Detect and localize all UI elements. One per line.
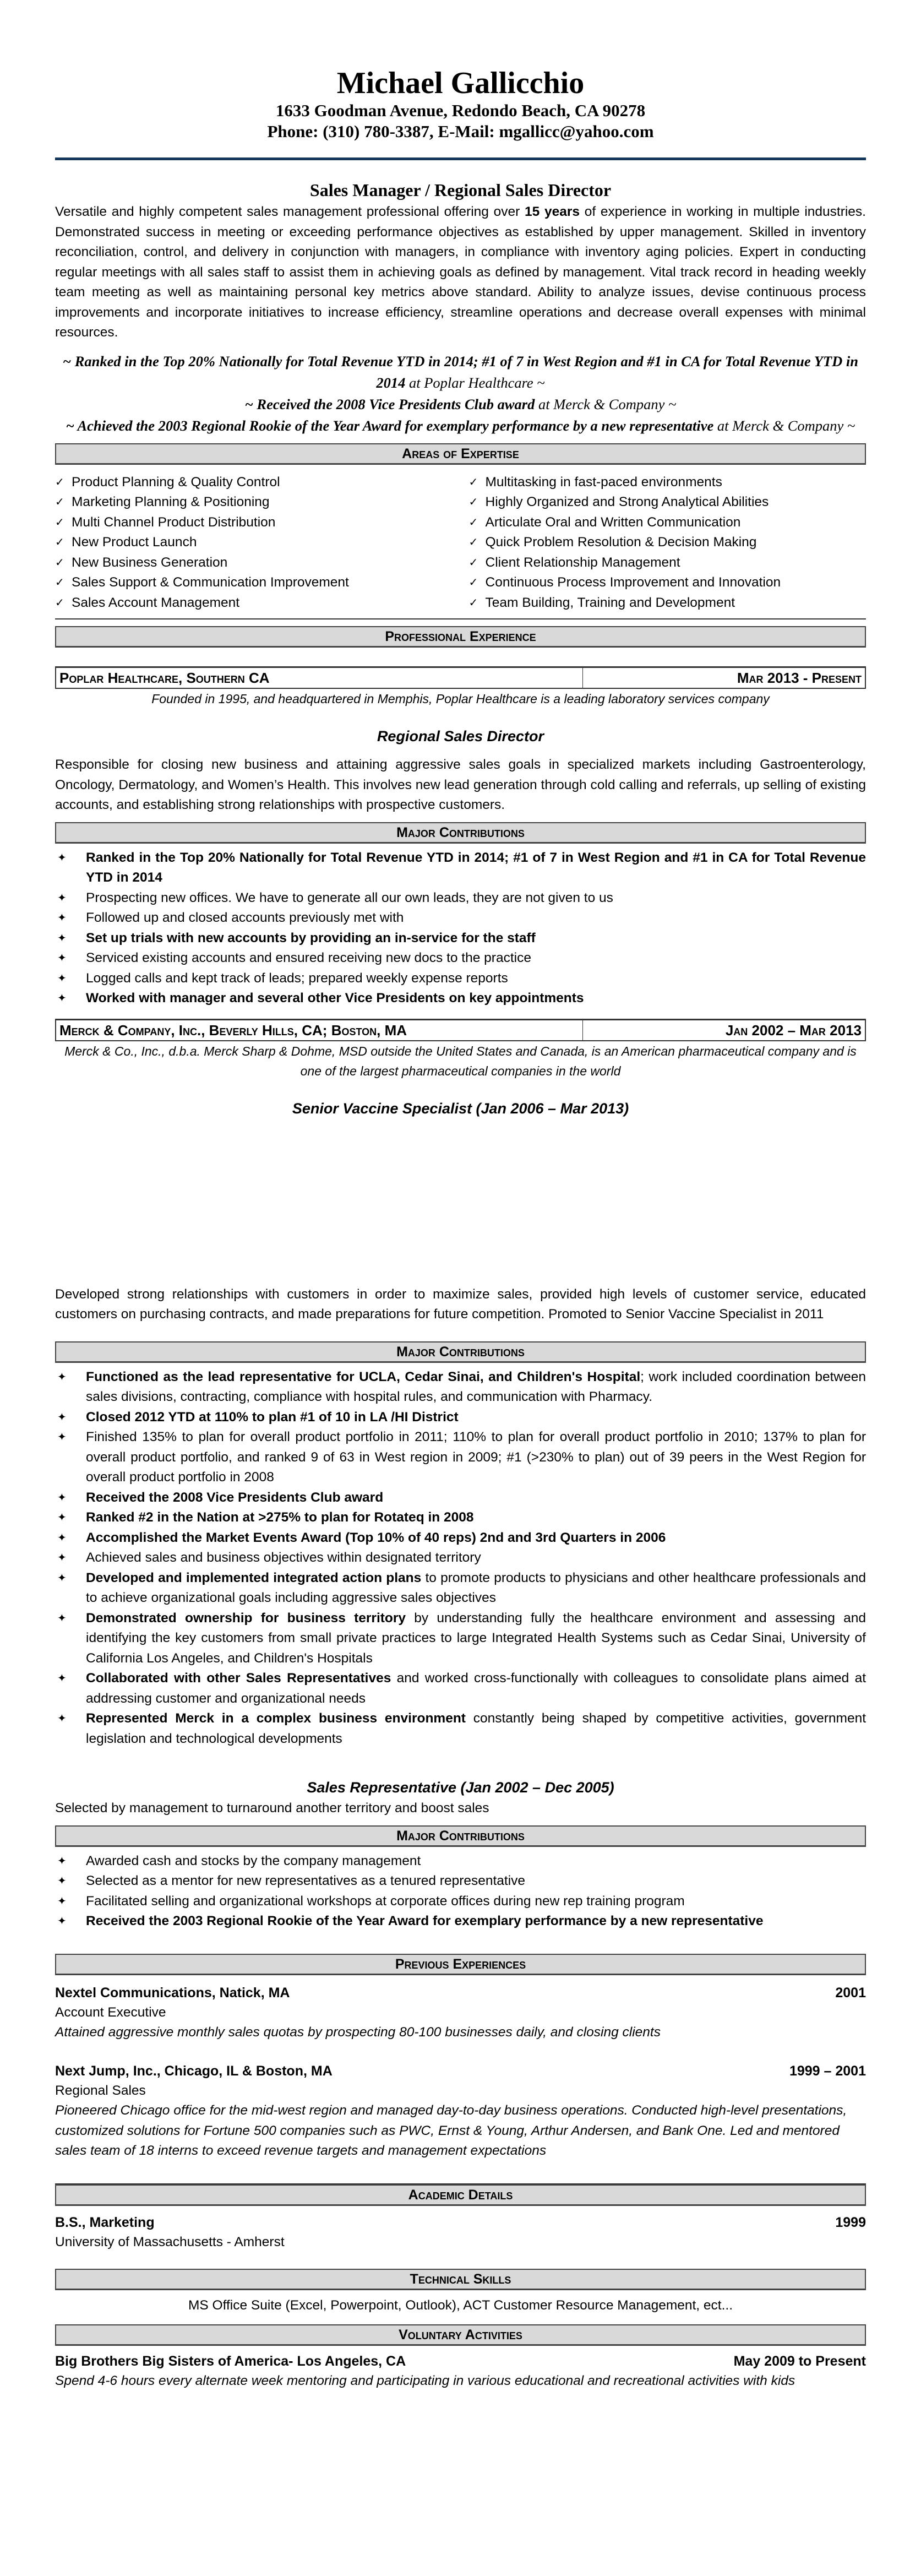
star-bullet-icon: ✦	[57, 851, 67, 864]
expertise-item	[55, 513, 453, 533]
company-row	[55, 1019, 866, 1041]
highlight-item	[55, 415, 866, 437]
contribution-text	[86, 1508, 866, 1528]
company-description: Merck & Co., Inc., d.b.a. Merck Sharp & Dohme, MSD outside the United States and Canada, is an American pharmaceutical company and is one of the largest pharmaceutical companies in the world	[64, 1044, 857, 1078]
contribution-item	[55, 948, 866, 969]
contribution-normal: constantly being shaped by competitive activities, government legislation and technological developments	[86, 1711, 867, 1746]
contribution-normal: and worked cross-functionally with colleagues to consolidate plans aimed at addressing customer and organizational needs	[86, 1671, 866, 1706]
contribution-item	[55, 1871, 866, 1892]
contribution-text	[86, 988, 866, 1009]
contribution-text	[86, 1892, 866, 1912]
highlight-company: at Merck & Company ~	[535, 395, 677, 412]
expertise-list	[55, 472, 866, 620]
company-description: Founded in 1995, and headquartered in Memphis, Poplar Healthcare is a leading laboratory services company	[151, 692, 770, 706]
section-header-expertise: Areas of Expertise	[55, 443, 866, 465]
contribution-bold: Received the 2008 Vice Presidents Club award	[86, 1490, 384, 1505]
contribution-normal: Finished 135% to plan for overall product portfolio in 2011; 110% to plan for overall product portfolio in 2010; 137% to plan for overall product portfolio, and ranked 9 of 63 in West region in 2009; #1 (>230% to plan) out of 39 peers in the West Region for overall product portfolio in 2008	[86, 1430, 866, 1485]
contributions-list	[55, 848, 866, 1009]
contribution-normal: Followed up and closed accounts previously met with	[86, 910, 404, 925]
objective-title: Sales Manager / Regional Sales Director	[309, 180, 612, 200]
contribution-item	[55, 928, 866, 949]
previous-entry	[55, 2061, 866, 2161]
contribution-item	[55, 848, 866, 888]
expertise-label: Quick Problem Resolution & Decision Making	[485, 535, 757, 550]
expertise-item	[469, 492, 867, 513]
section-header-previous: Previous Experiences	[55, 1954, 866, 1975]
contributions-list	[55, 1851, 866, 1932]
section-header-academic: Academic Details	[55, 2184, 866, 2206]
contribution-normal: Serviced existing accounts and ensured receiving new docs to the practice	[86, 950, 531, 965]
contribution-text	[86, 1528, 866, 1548]
checkmark-icon: ✓	[55, 496, 64, 508]
star-bullet-icon: ✦	[57, 1672, 67, 1684]
contribution-text	[86, 1488, 866, 1508]
checkmark-icon: ✓	[468, 556, 478, 569]
role-summary: Selected by management to turnaround another territory and boost sales	[55, 1801, 489, 1816]
header-divider	[55, 157, 866, 160]
expertise-label: New Business Generation	[72, 555, 228, 570]
voluntary-dates: May 2009 to Present	[733, 2353, 866, 2369]
company-name: Poplar Healthcare, Southern CA	[56, 668, 583, 688]
contribution-text	[86, 1608, 866, 1669]
expertise-label: Team Building, Training and Development	[485, 595, 735, 610]
contribution-item	[55, 1508, 866, 1528]
checkmark-icon: ✓	[55, 577, 64, 589]
checkmark-icon: ✓	[468, 536, 478, 548]
expertise-column-right	[453, 472, 867, 613]
expertise-item	[469, 593, 867, 613]
star-bullet-icon: ✦	[57, 1371, 67, 1383]
expertise-label: Marketing Planning & Positioning	[72, 494, 270, 509]
expertise-item	[55, 532, 453, 553]
previous-company: Nextel Communications, Natick, MA	[55, 1985, 290, 2001]
contribution-bold: Closed 2012 YTD at 110% to plan #1 of 10 in LA /HI District	[86, 1409, 459, 1425]
contribution-bold: Demonstrated ownership for business territory	[86, 1610, 406, 1626]
highlight-bold: ~ Ranked in the Top 20% Nationally for Total Revenue YTD in 2014; #1 of 7 in West Region and #1 in CA for Total Revenue YTD in 2014	[62, 352, 858, 391]
contribution-text	[86, 928, 866, 949]
expertise-item	[55, 492, 453, 513]
contribution-item	[55, 908, 866, 928]
address: 1633 Goodman Avenue, Redondo Beach, CA 90278	[275, 101, 646, 120]
expertise-item	[469, 573, 867, 593]
contribution-text	[86, 888, 866, 909]
contribution-item	[55, 888, 866, 909]
contribution-item	[55, 969, 866, 989]
star-bullet-icon: ✦	[57, 1552, 67, 1564]
experience-list	[55, 666, 866, 1932]
contribution-item	[55, 1407, 866, 1428]
contribution-normal: Prospecting new offices. We have to generate all our own leads, they are not given to us	[86, 890, 613, 905]
star-bullet-icon: ✦	[57, 932, 67, 944]
contribution-text	[86, 1871, 866, 1892]
expertise-label: Sales Support & Communication Improvement	[72, 575, 349, 590]
contribution-item	[55, 1851, 866, 1872]
star-bullet-icon: ✦	[57, 1915, 67, 1927]
summary-years: 15 years	[525, 204, 580, 219]
checkmark-icon: ✓	[468, 596, 478, 609]
contribution-text	[86, 1367, 866, 1407]
star-bullet-icon: ✦	[57, 892, 67, 904]
contribution-bold: Accomplished the Market Events Award (Top 10% of 40 reps) 2nd and 3rd Quarters in 2006	[86, 1530, 666, 1545]
contribution-item	[55, 1892, 866, 1912]
role-title: Senior Vaccine Specialist (Jan 2006 – Mar 2013)	[292, 1100, 629, 1117]
expertise-label: Multi Channel Product Distribution	[72, 514, 276, 530]
contribution-normal: Selected as a mentor for new representatives as a tenured representative	[86, 1873, 526, 1888]
contribution-item	[55, 1548, 866, 1568]
star-bullet-icon: ✦	[57, 1411, 67, 1423]
checkmark-icon: ✓	[55, 536, 64, 548]
star-bullet-icon: ✦	[57, 912, 67, 924]
job-entry	[55, 1019, 866, 1932]
contribution-normal: Achieved sales and business objectives within designated territory	[86, 1550, 481, 1565]
graduation-year: 1999	[835, 2214, 866, 2230]
expertise-label: New Product Launch	[72, 535, 197, 550]
highlight-item	[55, 394, 866, 415]
previous-description: Pioneered Chicago office for the mid-west region and managed day-to-day business operations. Conducted high-level presentations, customized solutions for Fortune 500 companies such as PWC, Ernst & Young, Arthur Andersen, and Bank One. Led and mentored sales team of 18 interns to exceed revenue targets and management expectations	[55, 2103, 847, 2158]
contribution-text	[86, 908, 866, 928]
voluntary-row	[55, 2351, 866, 2371]
expertise-item	[469, 532, 867, 553]
star-bullet-icon: ✦	[57, 992, 67, 1004]
star-bullet-icon: ✦	[57, 1612, 67, 1624]
highlight-bold: ~ Achieved the 2003 Regional Rookie of the Year Award for exemplary performance by a new representative	[66, 417, 714, 434]
previous-dates: 2001	[835, 1985, 866, 2001]
previous-entry	[55, 1983, 866, 2043]
checkmark-icon: ✓	[55, 556, 64, 569]
previous-row	[55, 2061, 866, 2081]
expertise-item	[55, 472, 453, 493]
checkmark-icon: ✓	[55, 476, 64, 488]
checkmark-icon: ✓	[468, 476, 478, 488]
star-bullet-icon: ✦	[57, 1531, 67, 1544]
contribution-normal: to promote products to physicians and other healthcare professionals and to achieve organizational goals including aggressive sales objectives	[86, 1570, 866, 1605]
previous-company: Next Jump, Inc., Chicago, IL & Boston, MA	[55, 2063, 333, 2079]
contribution-normal: Facilitated selling and organizational workshops at corporate offices during new rep training program	[86, 1893, 685, 1909]
degree-row	[55, 2213, 866, 2232]
highlight-company: at Merck & Company ~	[713, 417, 855, 434]
contribution-bold: Set up trials with new accounts by providing an in-service for the staff	[86, 930, 536, 945]
role-title: Regional Sales Director	[377, 728, 544, 744]
star-bullet-icon: ✦	[57, 1491, 67, 1504]
contribution-bold: Represented Merck in a complex business environment	[86, 1711, 466, 1726]
contribution-bold: Developed and implemented integrated action plans	[86, 1570, 422, 1585]
resume-header	[55, 0, 866, 160]
highlight-company: at Poplar Healthcare ~	[405, 374, 545, 391]
previous-dates: 1999 – 2001	[789, 2063, 866, 2079]
contribution-text	[86, 848, 866, 888]
contribution-text	[86, 1407, 866, 1428]
contribution-text	[86, 1669, 866, 1709]
contribution-bold: Received the 2003 Regional Rookie of the Year Award for exemplary performance by a new representative	[86, 1914, 764, 1928]
career-highlights	[55, 351, 866, 437]
expertise-item	[55, 553, 453, 573]
contribution-text	[86, 1911, 866, 1932]
contribution-text	[86, 1548, 866, 1568]
star-bullet-icon: ✦	[57, 952, 67, 964]
expertise-label: Sales Account Management	[72, 595, 240, 610]
contribution-bold: Functioned as the lead representative for UCLA, Cedar Sinai, and Children's Hospital	[86, 1369, 641, 1384]
contribution-text	[86, 1427, 866, 1488]
role-summary: Responsible for closing new business and attaining aggressive sales goals in specialized markets including Gastroenterology, Oncology, Dermatology, and Women’s Health. This involves new lead generation through cold calling and referrals, up selling of existing accounts, and establishing strong relationships with prospective customers.	[55, 757, 866, 812]
professional-summary	[55, 202, 866, 343]
star-bullet-icon: ✦	[57, 1895, 67, 1907]
expertise-item	[469, 553, 867, 573]
contribution-item	[55, 1669, 866, 1709]
expertise-label: Client Relationship Management	[485, 555, 680, 570]
expertise-label: Product Planning & Quality Control	[72, 474, 280, 490]
contribution-normal: by understanding fully the healthcare environment and assessing and identifying the key customers from small private practices to large Integrated Health Systems such as Cedar Sinai, University of California Los Angeles, and Children's Hospitals	[86, 1610, 866, 1666]
contribution-item	[55, 1427, 866, 1488]
contact-info: Phone: (310) 780-3387, E-Mail: mgallicc@yahoo.com	[267, 122, 654, 141]
highlight-bold: ~ Received the 2008 Vice Presidents Club award	[244, 395, 535, 412]
expertise-label: Continuous Process Improvement and Innovation	[485, 575, 781, 590]
previous-title: Regional Sales	[55, 2083, 146, 2098]
contribution-item	[55, 988, 866, 1009]
contribution-bold: Ranked #2 in the Nation at >275% to plan for Rotateq in 2008	[86, 1510, 474, 1525]
academic-entry	[55, 2213, 866, 2252]
highlight-item	[55, 351, 866, 394]
star-bullet-icon: ✦	[57, 1572, 67, 1584]
contribution-text	[86, 1709, 866, 1749]
contribution-item	[55, 1488, 866, 1508]
expertise-item	[469, 472, 867, 493]
company-row	[55, 666, 866, 689]
voluntary-description: Spend 4-6 hours every alternate week mentoring and participating in various educational and recreational activities with kids	[55, 2373, 795, 2388]
previous-description: Attained aggressive monthly sales quotas by prospecting 80-100 businesses daily, and closing clients	[55, 2024, 661, 2040]
section-header-experience: Professional Experience	[55, 626, 866, 648]
candidate-name: Michael Gallicchio	[336, 66, 585, 100]
star-bullet-icon: ✦	[57, 972, 67, 985]
contribution-item	[55, 1911, 866, 1932]
star-bullet-icon: ✦	[57, 1512, 67, 1524]
employment-dates: Jan 2002 – Mar 2013	[725, 1021, 862, 1039]
checkmark-icon: ✓	[468, 516, 478, 529]
degree: B.S., Marketing	[55, 2214, 155, 2230]
contribution-item	[55, 1568, 866, 1608]
contribution-normal: ; work included coordination between sales divisions, contracting, compliance with hospital rules, and communication with Pharmacy.	[86, 1369, 867, 1404]
checkmark-icon: ✓	[468, 577, 478, 589]
contribution-text	[86, 948, 866, 969]
contribution-bold: Worked with manager and several other Vice Presidents on key appointments	[86, 991, 584, 1006]
summary-text: Versatile and highly competent sales management professional offering over	[55, 204, 525, 219]
previous-experience-list	[55, 1983, 866, 2184]
contribution-item	[55, 1608, 866, 1669]
checkmark-icon: ✓	[55, 596, 64, 609]
contribution-item	[55, 1528, 866, 1548]
resume-page	[55, 0, 866, 2391]
expertise-item	[55, 573, 453, 593]
section-header-contributions: Major Contributions	[55, 1341, 866, 1363]
school: University of Massachusetts - Amherst	[55, 2234, 285, 2249]
section-header-contributions: Major Contributions	[55, 822, 866, 844]
star-bullet-icon: ✦	[57, 1875, 67, 1887]
expertise-label: Highly Organized and Strong Analytical Abilities	[485, 494, 769, 509]
contribution-bold: Collaborated with other Sales Representatives	[86, 1671, 391, 1686]
expertise-label: Articulate Oral and Written Communication	[485, 514, 741, 530]
summary-text-cont: of experience in working in multiple industries. Demonstrated success in meeting or exceeding performance objectives as established by upper management. Skilled in inventory reconciliation, control, and delivery in conjunction with managers, in compliance with inventory aging policies. Expert in conducting regular meetings with all sales staff to assist them in achieving goals as defined by management. Vital track record in heading weekly team meeting as well as maintaining personal key metrics above standard. Ability to analyze issues, devise continuous process improvements and incorporate initiatives to increase efficiency, streamline operations and decrease overall expenses with minimal resources.	[55, 204, 866, 340]
previous-title: Account Executive	[55, 2004, 166, 2020]
expertise-column-left	[55, 472, 453, 613]
company-name: Merck & Company, Inc., Beverly Hills, CA; Boston, MA	[56, 1020, 583, 1040]
role-title: Sales Representative (Jan 2002 – Dec 2005)	[307, 1779, 614, 1796]
previous-row	[55, 1983, 866, 2003]
checkmark-icon: ✓	[55, 516, 64, 529]
expertise-item	[469, 513, 867, 533]
expertise-label: Multitasking in fast-paced environments	[485, 474, 722, 490]
star-bullet-icon: ✦	[57, 1431, 67, 1443]
contribution-normal: Awarded cash and stocks by the company management	[86, 1853, 421, 1868]
contribution-item	[55, 1709, 866, 1749]
contribution-text	[86, 1851, 866, 1872]
section-header-technical: Technical Skills	[55, 2269, 866, 2290]
contribution-item	[55, 1367, 866, 1407]
job-entry	[55, 666, 866, 1009]
star-bullet-icon: ✦	[57, 1855, 67, 1867]
technical-skills: MS Office Suite (Excel, Powerpoint, Outlook), ACT Customer Resource Management, ect...	[188, 2297, 733, 2313]
voluntary-org: Big Brothers Big Sisters of America- Los Angeles, CA	[55, 2353, 406, 2369]
section-header-voluntary: Voluntary Activities	[55, 2324, 866, 2346]
checkmark-icon: ✓	[468, 496, 478, 508]
star-bullet-icon: ✦	[57, 1713, 67, 1725]
contribution-text	[86, 1568, 866, 1608]
voluntary-entry	[55, 2351, 866, 2392]
contribution-text	[86, 969, 866, 989]
contributions-list	[55, 1367, 866, 1749]
employment-dates: Mar 2013 - Present	[737, 670, 862, 686]
contribution-bold: Ranked in the Top 20% Nationally for Total Revenue YTD in 2014; #1 of 7 in West Region and #1 in CA for Total Revenue YTD in 2014	[86, 850, 866, 885]
role-summary: Developed strong relationships with customers in order to maximize sales, provided high levels of customer service, educated customers on purchasing contracts, and made preparations for future competition. Promoted to Senior Vaccine Specialist in 2011	[55, 1286, 866, 1322]
expertise-item	[55, 593, 453, 613]
section-header-contributions: Major Contributions	[55, 1825, 866, 1847]
contribution-normal: Logged calls and kept track of leads; prepared weekly expense reports	[86, 970, 508, 986]
